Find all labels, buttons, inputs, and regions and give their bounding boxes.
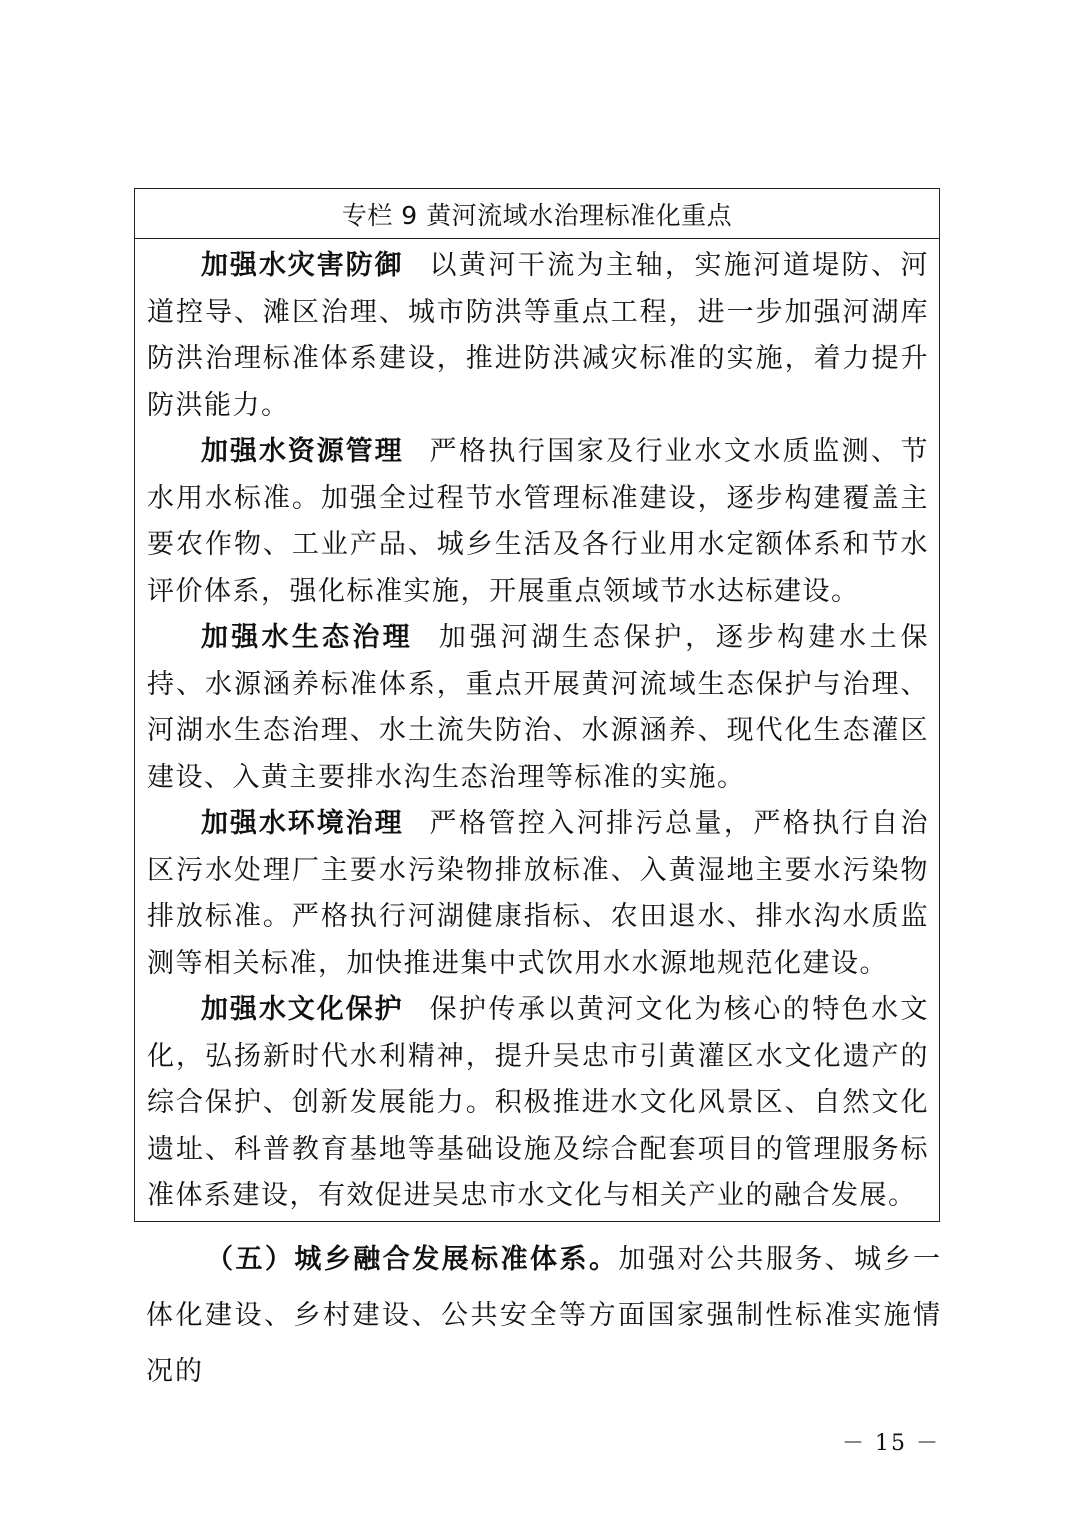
keyword: 加强水资源管理: [201, 436, 404, 467]
keyword: 加强水文化保护: [201, 994, 404, 1025]
keyword: 加强水环境治理: [201, 808, 404, 839]
section-5-text: 加强对公共服务、城乡一体化建设、乡村建设、公共安全等方面国家强制性标准实施情况的: [146, 1244, 943, 1387]
column-box-9: [134, 188, 940, 1222]
keyword: 加强水灾害防御: [201, 250, 404, 281]
section-5-heading: （五）城乡融合发展标准体系。: [206, 1244, 619, 1275]
paragraph-text: 以黄河干流为主轴，实施河道堤防、河道控导、滩区治理、城市防洪等重点工程，进一步加强河湖库防洪治理标准体系建设，推进防洪减灾标准的实施，着力提升防洪能力。: [147, 250, 930, 421]
page-number: － 15 －: [842, 1431, 940, 1456]
paragraph-water-resources: [147, 429, 929, 615]
keyword: 加强水生态治理: [201, 622, 413, 653]
section-5: [146, 1232, 942, 1400]
box-body: [135, 239, 939, 1220]
box-title: 专栏 9 黄河流域水治理标准化重点: [135, 189, 939, 239]
paragraph-water-environment: [147, 801, 929, 987]
paragraph-text: 严格管控入河排污总量，严格执行自治区污水处理厂主要水污染物排放标准、入黄湿地主要水污染物排放标准。严格执行河湖健康指标、农田退水、排水沟水质监测等相关标准，加快推进集中式饮用水水源地规范化建设。: [147, 808, 930, 979]
paragraph-water-ecology: [147, 615, 929, 801]
paragraph-text: 保护传承以黄河文化为核心的特色水文化，弘扬新时代水利精神，提升吴忠市引黄灌区水文化遗产的综合保护、创新发展能力。积极推进水文化风景区、自然文化遗址、科普教育基地等基础设施及综合配套项目的管理服务标准体系建设，有效促进吴忠市水文化与相关产业的融合发展。: [147, 994, 930, 1211]
paragraph-water-disaster: [147, 243, 929, 429]
section-5-paragraph: [146, 1232, 942, 1400]
paragraph-water-culture: [147, 987, 929, 1220]
paragraph-text: 加强河湖生态保护，逐步构建水土保持、水源涵养标准体系，重点开展黄河流域生态保护与治理、河湖水生态治理、水土流失防治、水源涵养、现代化生态灌区建设、入黄主要排水沟生态治理等标准的实施。: [147, 622, 930, 793]
paragraph-text: 严格执行国家及行业水文水质监测、节水用水标准。加强全过程节水管理标准建设，逐步构建覆盖主要农作物、工业产品、城乡生活及各行业用水定额体系和节水评价体系，强化标准实施，开展重点领域节水达标建设。: [147, 436, 930, 607]
